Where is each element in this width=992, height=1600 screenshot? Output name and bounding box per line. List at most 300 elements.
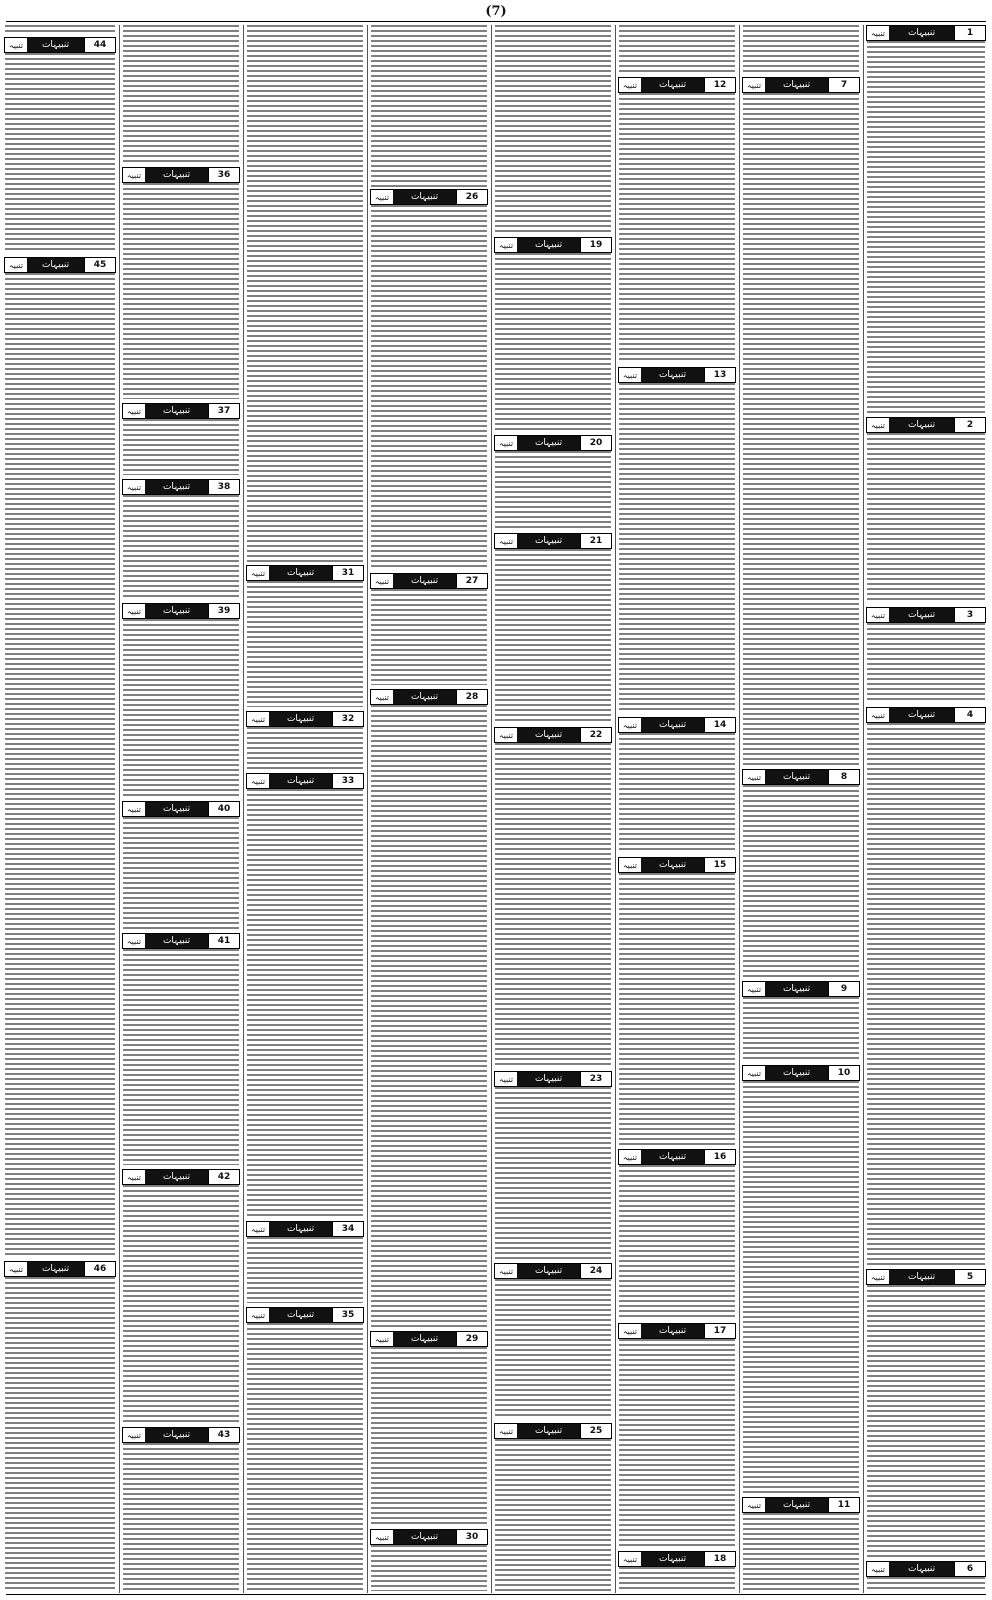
section-header — [370, 189, 488, 205]
section-body — [123, 1443, 239, 1591]
section-number: 39 — [208, 604, 239, 618]
section-38 — [122, 479, 240, 601]
column-divider — [491, 25, 492, 1593]
column-divider — [615, 25, 616, 1593]
section-number: 8 — [828, 770, 859, 784]
header-label: تنبیہات — [765, 78, 828, 92]
tag-label: تنبیہ — [247, 774, 269, 788]
section-number: 33 — [332, 774, 363, 788]
header-label: تنبیہات — [765, 1066, 828, 1080]
header-label: تنبیہات — [517, 1072, 580, 1086]
bottom-rule — [6, 1594, 986, 1595]
section-number: 46 — [84, 1262, 115, 1276]
section-7 — [742, 77, 860, 767]
column-top-text — [495, 25, 611, 235]
section-15 — [618, 857, 736, 1147]
section-header — [742, 769, 860, 785]
column-top-text — [123, 25, 239, 165]
section-number: 37 — [208, 404, 239, 418]
tag-label: تنبیہ — [619, 1552, 641, 1566]
header-label: تنبیہات — [641, 368, 704, 382]
section-body — [619, 873, 735, 1145]
section-body — [495, 1439, 611, 1591]
section-number: 35 — [332, 1308, 363, 1322]
section-body — [123, 183, 239, 399]
section-30 — [370, 1529, 488, 1593]
section-header — [618, 367, 736, 383]
tag-label: تنبیہ — [495, 1424, 517, 1438]
tag-label: تنبیہ — [371, 190, 393, 204]
section-header — [494, 1423, 612, 1439]
section-body — [743, 1513, 859, 1591]
header-label: تنبیہات — [393, 574, 456, 588]
column-6 — [246, 25, 364, 1593]
section-number: 7 — [828, 78, 859, 92]
header-label: تنبیہات — [27, 258, 84, 272]
section-body — [495, 549, 611, 723]
section-number: 45 — [84, 258, 115, 272]
section-number: 32 — [332, 712, 363, 726]
tag-label: تنبیہ — [371, 1530, 393, 1544]
section-body — [371, 1347, 487, 1525]
tag-label: تنبیہ — [123, 1428, 145, 1442]
section-42 — [122, 1169, 240, 1425]
header-label: تنبیہات — [269, 1222, 332, 1236]
section-body — [247, 789, 363, 1217]
header-label: تنبیہات — [765, 982, 828, 996]
column-divider — [243, 25, 244, 1593]
section-9 — [742, 981, 860, 1063]
section-number: 36 — [208, 168, 239, 182]
tag-label: تنبیہ — [123, 802, 145, 816]
header-label: تنبیہات — [889, 418, 954, 432]
tag-label: تنبیہ — [619, 368, 641, 382]
header-label: تنبیہات — [145, 480, 208, 494]
section-body — [247, 727, 363, 769]
section-header — [866, 25, 986, 41]
header-label: تنبیہات — [517, 238, 580, 252]
section-body — [867, 433, 985, 603]
tag-label: تنبیہ — [743, 770, 765, 784]
tag-label: تنبیہ — [247, 1308, 269, 1322]
section-body — [743, 93, 859, 765]
section-number: 9 — [828, 982, 859, 996]
section-header — [494, 237, 612, 253]
section-body — [371, 589, 487, 685]
section-body — [247, 581, 363, 707]
section-number: 22 — [580, 728, 611, 742]
section-body — [619, 1165, 735, 1319]
section-body — [619, 383, 735, 713]
section-header — [122, 603, 240, 619]
section-body — [495, 253, 611, 431]
column-1 — [866, 25, 986, 1593]
section-header — [618, 77, 736, 93]
section-header — [618, 857, 736, 873]
header-label: تنبیہات — [145, 1428, 208, 1442]
section-35 — [246, 1307, 364, 1593]
section-21 — [494, 533, 612, 725]
header-label: تنبیہات — [765, 1498, 828, 1512]
tag-label: تنبیہ — [247, 566, 269, 580]
section-header — [122, 403, 240, 419]
section-number: 11 — [828, 1498, 859, 1512]
header-label: تنبیہات — [641, 858, 704, 872]
section-header — [494, 435, 612, 451]
section-number: 24 — [580, 1264, 611, 1278]
section-28 — [370, 689, 488, 1329]
column-2 — [742, 25, 860, 1593]
section-5 — [866, 1269, 986, 1559]
header-label: تنبیہات — [145, 404, 208, 418]
section-header — [122, 167, 240, 183]
section-1 — [866, 25, 986, 415]
section-number: 29 — [456, 1332, 487, 1346]
section-24 — [494, 1263, 612, 1421]
section-number: 41 — [208, 934, 239, 948]
column-4 — [494, 25, 612, 1593]
section-29 — [370, 1331, 488, 1527]
section-19 — [494, 237, 612, 433]
section-number: 19 — [580, 238, 611, 252]
tag-label: تنبیہ — [619, 718, 641, 732]
header-label: تنبیہات — [269, 774, 332, 788]
tag-label: تنبیہ — [247, 1222, 269, 1236]
section-36 — [122, 167, 240, 401]
tag-label: تنبیہ — [867, 1562, 889, 1576]
section-number: 27 — [456, 574, 487, 588]
section-header — [866, 707, 986, 723]
section-header — [742, 1065, 860, 1081]
tag-label: تنبیہ — [5, 258, 27, 272]
column-top-text — [619, 25, 735, 75]
tag-label: تنبیہ — [495, 728, 517, 742]
section-body — [5, 53, 115, 253]
section-11 — [742, 1497, 860, 1593]
header-label: تنبیہات — [889, 26, 954, 40]
header-label: تنبیہات — [765, 770, 828, 784]
header-label: تنبیہات — [393, 190, 456, 204]
section-header — [246, 1307, 364, 1323]
section-number: 40 — [208, 802, 239, 816]
section-header — [246, 565, 364, 581]
section-number: 28 — [456, 690, 487, 704]
section-header — [866, 1269, 986, 1285]
section-number: 26 — [456, 190, 487, 204]
header-label: تنبیہات — [517, 728, 580, 742]
section-number: 31 — [332, 566, 363, 580]
tag-label: تنبیہ — [867, 1270, 889, 1284]
column-7 — [122, 25, 240, 1593]
header-label: تنبیہات — [393, 1530, 456, 1544]
section-body — [371, 205, 487, 569]
header-label: تنبیہات — [27, 38, 84, 52]
section-40 — [122, 801, 240, 931]
section-header — [122, 1427, 240, 1443]
section-4 — [866, 707, 986, 1267]
section-31 — [246, 565, 364, 709]
section-body — [743, 997, 859, 1061]
section-number: 12 — [704, 78, 735, 92]
section-3 — [866, 607, 986, 705]
section-45 — [4, 257, 116, 1259]
section-body — [123, 1185, 239, 1423]
section-2 — [866, 417, 986, 605]
section-43 — [122, 1427, 240, 1593]
section-body — [619, 93, 735, 363]
section-23 — [494, 1071, 612, 1261]
section-header — [370, 689, 488, 705]
section-body — [247, 1237, 363, 1303]
header-label: تنبیہات — [517, 1264, 580, 1278]
section-26 — [370, 189, 488, 571]
tag-label: تنبیہ — [5, 38, 27, 52]
section-header — [494, 727, 612, 743]
tag-label: تنبیہ — [743, 78, 765, 92]
section-6 — [866, 1561, 986, 1593]
page-number: (7) — [485, 4, 507, 19]
section-header — [4, 37, 116, 53]
tag-label: تنبیہ — [743, 982, 765, 996]
section-number: 2 — [954, 418, 985, 432]
section-body — [495, 1087, 611, 1259]
tag-label: تنبیہ — [495, 1072, 517, 1086]
column-5 — [370, 25, 488, 1593]
section-header — [494, 1071, 612, 1087]
section-header — [246, 773, 364, 789]
header-label: تنبیہات — [269, 712, 332, 726]
section-number: 30 — [456, 1530, 487, 1544]
section-number: 5 — [954, 1270, 985, 1284]
column-3 — [618, 25, 736, 1593]
section-34 — [246, 1221, 364, 1305]
top-rule — [6, 21, 986, 22]
section-body — [123, 419, 239, 475]
header-label: تنبیہات — [889, 1562, 954, 1576]
section-header — [618, 1323, 736, 1339]
header-label: تنبیہات — [145, 1170, 208, 1184]
header-label: تنبیہات — [393, 690, 456, 704]
section-27 — [370, 573, 488, 687]
section-body — [867, 1285, 985, 1557]
section-number: 3 — [954, 608, 985, 622]
tag-label: تنبیہ — [123, 1170, 145, 1184]
section-number: 14 — [704, 718, 735, 732]
section-44 — [4, 37, 116, 255]
section-header — [866, 607, 986, 623]
section-header — [494, 533, 612, 549]
header-label: تنبیہات — [145, 934, 208, 948]
section-header — [122, 933, 240, 949]
section-number: 16 — [704, 1150, 735, 1164]
column-top-text — [5, 25, 115, 35]
header-label: تنبیہات — [517, 436, 580, 450]
section-body — [867, 723, 985, 1265]
tag-label: تنبیہ — [247, 712, 269, 726]
section-header — [122, 1169, 240, 1185]
section-number: 1 — [954, 26, 985, 40]
section-13 — [618, 367, 736, 715]
section-header — [370, 573, 488, 589]
header-label: تنبیہات — [641, 78, 704, 92]
section-header — [742, 77, 860, 93]
section-number: 25 — [580, 1424, 611, 1438]
section-header — [742, 1497, 860, 1513]
tag-label: تنبیہ — [867, 26, 889, 40]
tag-label: تنبیہ — [371, 1332, 393, 1346]
tag-label: تنبیہ — [495, 1264, 517, 1278]
column-top-text — [247, 25, 363, 563]
section-number: 10 — [828, 1066, 859, 1080]
section-header — [866, 417, 986, 433]
section-number: 34 — [332, 1222, 363, 1236]
tag-label: تنبیہ — [619, 858, 641, 872]
section-body — [123, 619, 239, 797]
section-number: 17 — [704, 1324, 735, 1338]
section-number: 44 — [84, 38, 115, 52]
header-label: تنبیہات — [269, 1308, 332, 1322]
header-label: تنبیہات — [517, 534, 580, 548]
section-number: 20 — [580, 436, 611, 450]
section-header — [494, 1263, 612, 1279]
column-top-text — [743, 25, 859, 75]
column-divider — [367, 25, 368, 1593]
section-number: 4 — [954, 708, 985, 722]
section-number: 38 — [208, 480, 239, 494]
header-label: تنبیہات — [27, 1262, 84, 1276]
section-number: 13 — [704, 368, 735, 382]
section-header — [4, 257, 116, 273]
column-divider — [119, 25, 120, 1593]
section-25 — [494, 1423, 612, 1593]
section-14 — [618, 717, 736, 855]
column-top-text — [371, 25, 487, 187]
tag-label: تنبیہ — [5, 1262, 27, 1276]
section-header — [618, 717, 736, 733]
section-18 — [618, 1551, 736, 1593]
tag-label: تنبیہ — [619, 1324, 641, 1338]
section-body — [5, 1277, 115, 1591]
section-12 — [618, 77, 736, 365]
tag-label: تنبیہ — [867, 418, 889, 432]
section-8 — [742, 769, 860, 979]
section-16 — [618, 1149, 736, 1321]
section-body — [371, 705, 487, 1327]
tag-label: تنبیہ — [123, 480, 145, 494]
section-41 — [122, 933, 240, 1167]
section-33 — [246, 773, 364, 1219]
tag-label: تنبیہ — [371, 574, 393, 588]
header-label: تنبیہات — [641, 1324, 704, 1338]
section-header — [866, 1561, 986, 1577]
section-number: 15 — [704, 858, 735, 872]
section-body — [5, 273, 115, 1257]
section-header — [618, 1149, 736, 1165]
section-header — [370, 1331, 488, 1347]
section-number: 18 — [704, 1552, 735, 1566]
section-body — [123, 949, 239, 1165]
section-header — [246, 711, 364, 727]
section-header — [370, 1529, 488, 1545]
tag-label: تنبیہ — [371, 690, 393, 704]
header-label: تنبیہات — [641, 1150, 704, 1164]
tag-label: تنبیہ — [619, 78, 641, 92]
column-divider — [739, 25, 740, 1593]
section-body — [495, 1279, 611, 1419]
section-body — [743, 1081, 859, 1493]
tag-label: تنبیہ — [495, 238, 517, 252]
section-body — [495, 743, 611, 1067]
section-body — [619, 1339, 735, 1547]
section-39 — [122, 603, 240, 799]
section-17 — [618, 1323, 736, 1549]
tag-label: تنبیہ — [743, 1066, 765, 1080]
section-10 — [742, 1065, 860, 1495]
header-label: تنبیہات — [269, 566, 332, 580]
section-body — [123, 817, 239, 929]
section-body — [743, 785, 859, 977]
section-body — [867, 1577, 985, 1591]
header-label: تنبیہات — [145, 604, 208, 618]
section-body — [619, 1567, 735, 1591]
section-header — [246, 1221, 364, 1237]
section-number: 42 — [208, 1170, 239, 1184]
header-label: تنبیہات — [889, 608, 954, 622]
tag-label: تنبیہ — [123, 404, 145, 418]
header-label: تنبیہات — [517, 1424, 580, 1438]
section-body — [867, 41, 985, 413]
tag-label: تنبیہ — [123, 168, 145, 182]
section-header — [618, 1551, 736, 1567]
section-number: 43 — [208, 1428, 239, 1442]
section-32 — [246, 711, 364, 771]
section-header — [742, 981, 860, 997]
header-label: تنبیہات — [641, 1552, 704, 1566]
section-20 — [494, 435, 612, 531]
tag-label: تنبیہ — [867, 608, 889, 622]
section-header — [4, 1261, 116, 1277]
column-divider — [863, 25, 864, 1593]
tag-label: تنبیہ — [495, 534, 517, 548]
section-body — [619, 733, 735, 853]
section-header — [122, 801, 240, 817]
tag-label: تنبیہ — [743, 1498, 765, 1512]
section-22 — [494, 727, 612, 1069]
section-37 — [122, 403, 240, 477]
section-number: 23 — [580, 1072, 611, 1086]
header-label: تنبیہات — [641, 718, 704, 732]
tag-label: تنبیہ — [123, 934, 145, 948]
section-number: 6 — [954, 1562, 985, 1576]
section-number: 21 — [580, 534, 611, 548]
section-body — [495, 451, 611, 529]
header-label: تنبیہات — [145, 168, 208, 182]
tag-label: تنبیہ — [495, 436, 517, 450]
tag-label: تنبیہ — [867, 708, 889, 722]
section-body — [247, 1323, 363, 1591]
header-label: تنبیہات — [145, 802, 208, 816]
section-46 — [4, 1261, 116, 1593]
header-label: تنبیہات — [393, 1332, 456, 1346]
section-header — [122, 479, 240, 495]
section-body — [123, 495, 239, 599]
section-body — [371, 1545, 487, 1591]
tag-label: تنبیہ — [123, 604, 145, 618]
column-8 — [4, 25, 116, 1593]
header-label: تنبیہات — [889, 708, 954, 722]
section-body — [867, 623, 985, 703]
tag-label: تنبیہ — [619, 1150, 641, 1164]
